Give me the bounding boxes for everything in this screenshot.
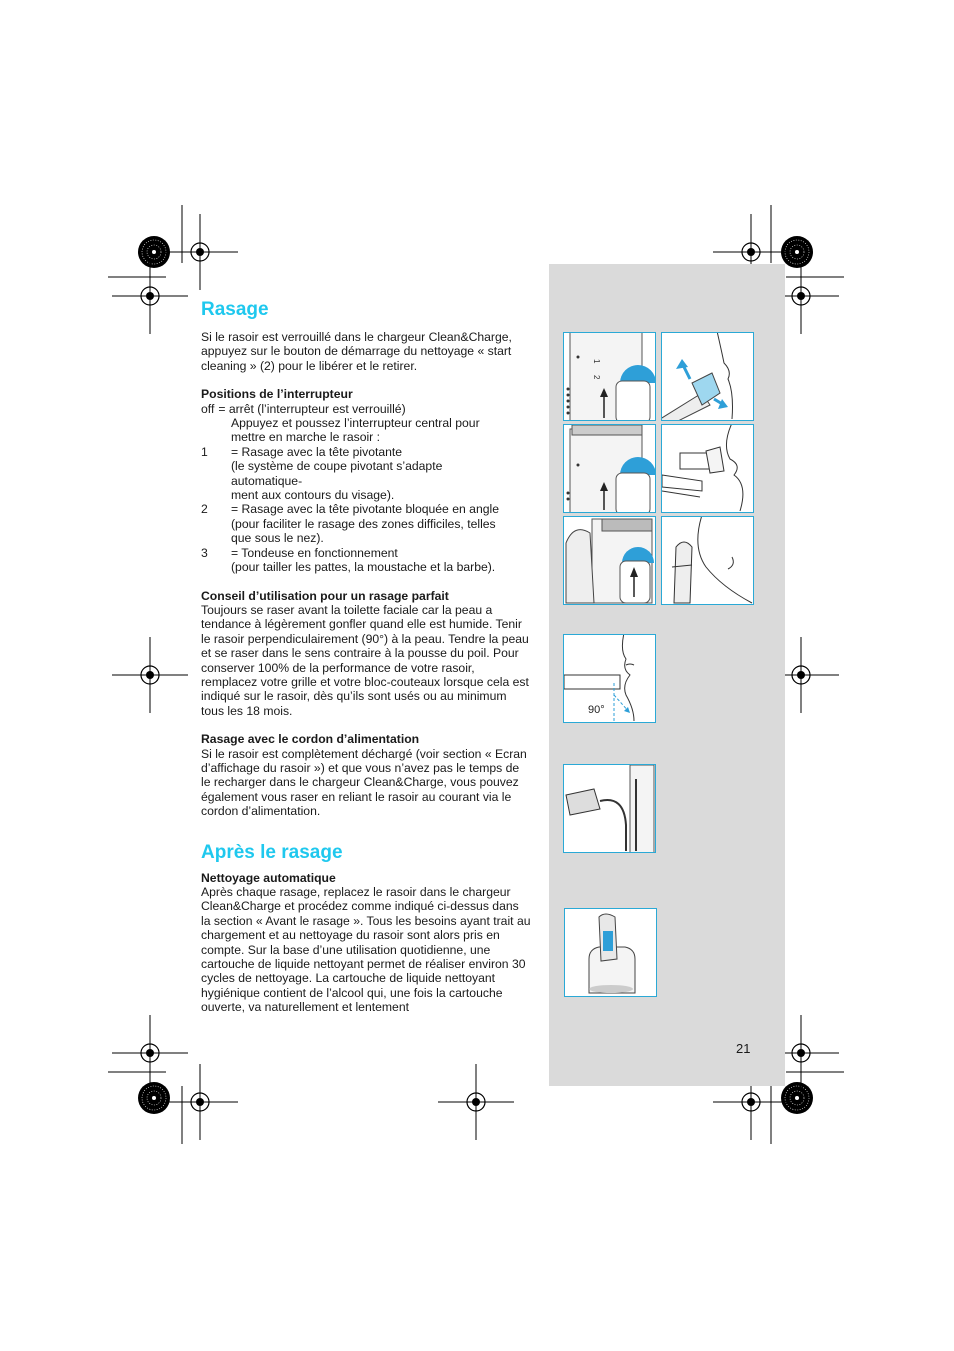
position-2: 2 = Rasage avec la tête pivotante bloquée en angle	[201, 502, 499, 517]
main-content	[201, 298, 531, 1015]
figure-angle-90	[563, 634, 656, 723]
position-key: off	[201, 401, 215, 416]
conseil-text: Toujours se raser avant la toilette faciale car la peau a tendance à légèrement gonfler quand elle est humide. Tenir le rasoir perpendiculairement (90°) à la peau. Tendre la peau et se raser dans le sens contraire à la pousse du poil. Pour conserver 100% de la performance de votre rasoir, remplacez votre grille et votre bloc-couteaux lorsque cela est indiqué sur le rasoir, dès qu’ils sont usés ou au minimum tous les 18 mois.	[201, 602, 529, 718]
figure-clean-charge	[564, 908, 657, 997]
positions-heading: Positions de l’interrupteur	[201, 387, 353, 402]
figure-nose-shave	[661, 424, 754, 513]
angle-label: 90°	[588, 704, 605, 716]
rasage-intro: Si le rasoir est verrouillé dans le chargeur Clean&Charge, appuyez sur le bouton de démarrage du nettoyage « start cleaning » (2) pour le libérer et le retirer.	[201, 330, 512, 373]
page-number: 21	[736, 1041, 751, 1056]
figure-pivot-head	[661, 332, 754, 421]
nettoyage-text: Après chaque rasage, replacez le rasoir dans le chargeur Clean&Charge et procédez comme indiqué ci-dessus dans la section « Avant le rasage ». Tous les besoins ayant trait au chargement et au nettoyage du rasoir sont alors pris en compte. Sur la base d’une utilisation quotidienne, une cartouche de liquide nettoyant permet de réaliser environ 30 cycles de nettoyage. La cartouche de liquide nettoyant hygiénique contient de l’alcool qui, une fois la cartouche ouverte, va naturellement et lentement	[201, 885, 531, 1015]
nettoyage-heading: Nettoyage automatique	[201, 870, 336, 885]
positions-list: off = arrêt (l’interrupteur est verrouillé) Appuyez et poussez l’interrupteur central pour mettre en marche le rasoir : 1 = Rasage avec la tête pivotante (le système de coupe pivotant s’adapte automatique- ment aux contours du visage). 2 = Rasage avec la tête pivotante bloquée en angle (pour faciliter le rasage des zones difficiles, telles que sous le nez). 3 = Tondeuse en fonctionnement (pour tailler les pattes, la moustache et la barbe).	[201, 402, 531, 575]
position-off: off = arrêt (l’interrupteur est verrouillé)	[201, 401, 406, 416]
section-title-rasage: Rasage	[201, 299, 269, 320]
figure-power-cord	[563, 764, 656, 853]
figure-trimmer	[563, 516, 656, 605]
figure-sideburn	[661, 516, 754, 605]
figure-switch-2	[563, 424, 656, 513]
figure-switch-off	[563, 332, 656, 421]
section-title-apres: Après le rasage	[201, 841, 343, 863]
position-3: 3 = Tondeuse en fonctionnement	[201, 545, 398, 560]
conseil-heading: Conseil d’utilisation pour un rasage parfait	[201, 588, 449, 603]
switch-mark-2: 2	[592, 375, 601, 380]
cordon-heading: Rasage avec le cordon d’alimentation	[201, 732, 420, 747]
cordon-text: Si le rasoir est complètement déchargé (voir section « Ecran d’affichage du rasoir ») et que vous n’avez pas le temps de le recharger dans le chargeur Clean&Charge, vous pouvez également vous raser en reliant le rasoir au courant via le cordon d’alimentation.	[201, 746, 527, 819]
position-1: 1 = Rasage avec la tête pivotante	[201, 444, 403, 459]
switch-mark-1: 1	[592, 359, 601, 364]
